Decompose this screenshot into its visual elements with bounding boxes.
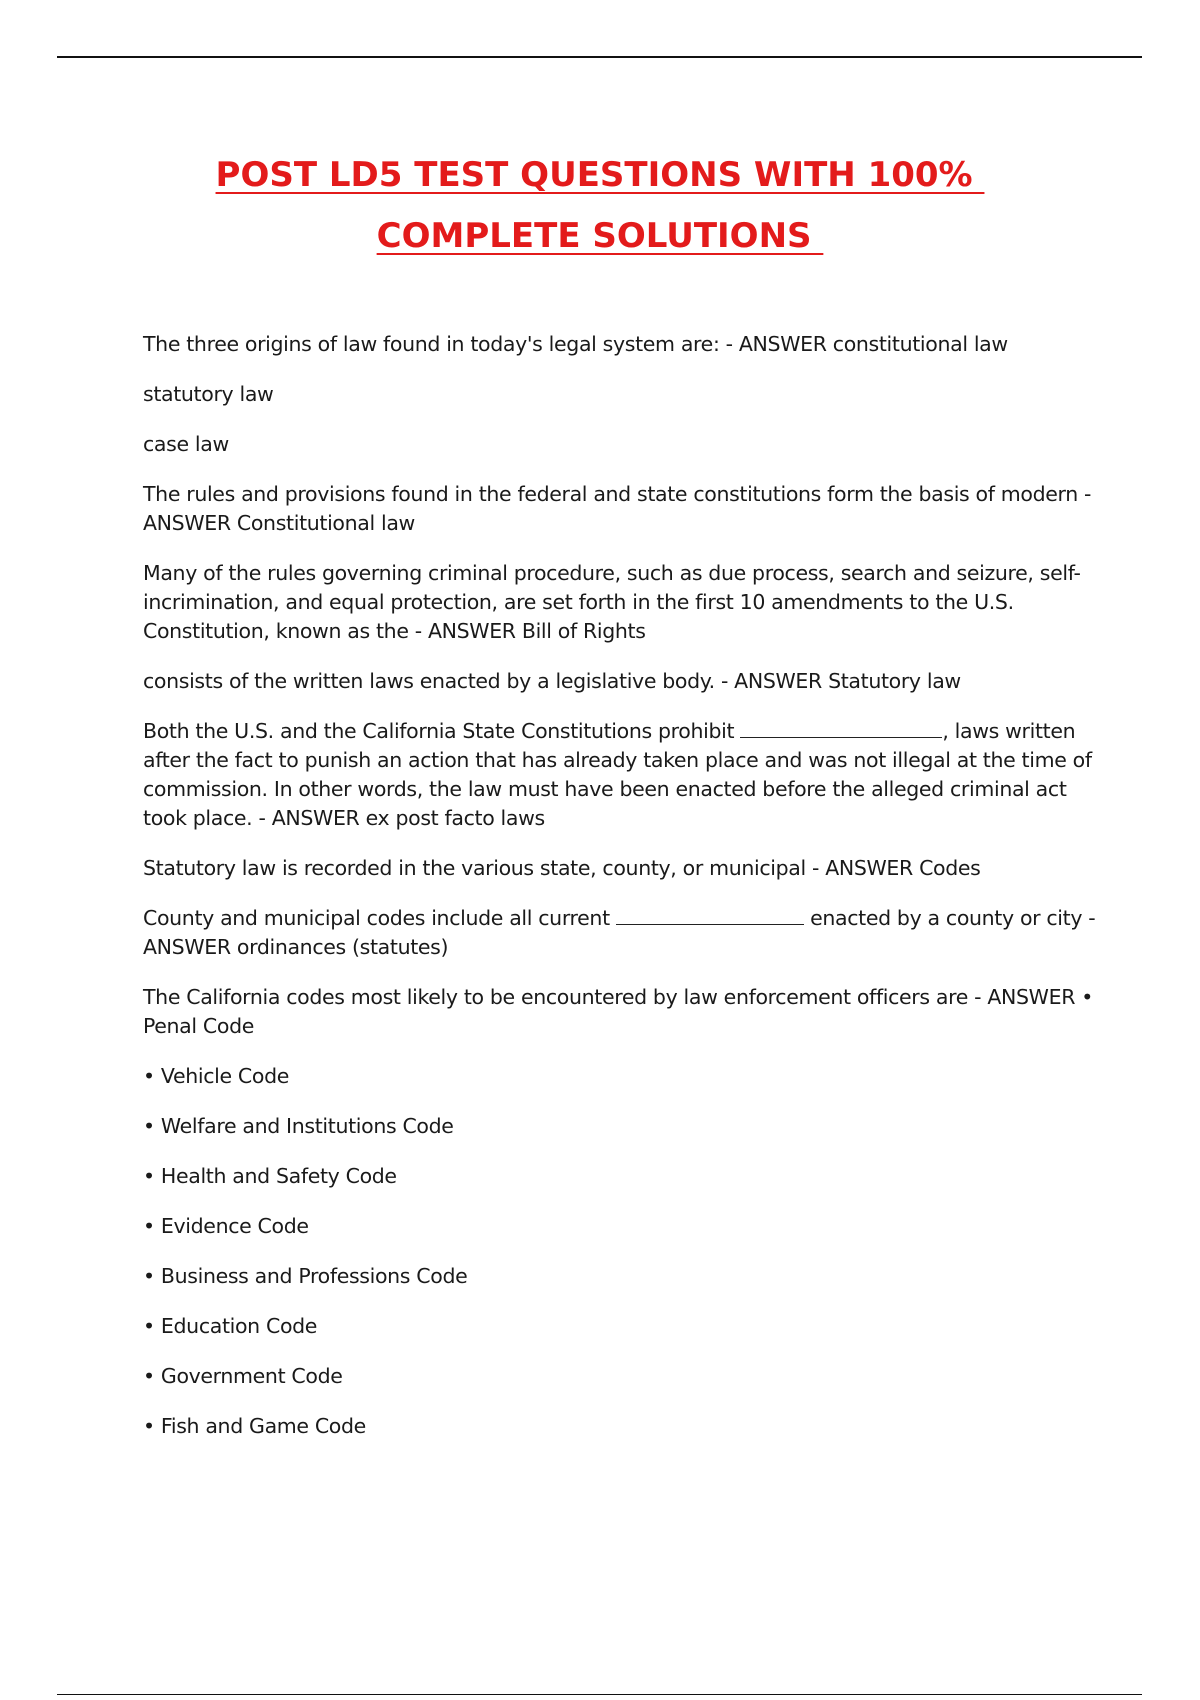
fill-in-blank	[740, 719, 942, 738]
list-item: • Welfare and Institutions Code	[143, 1114, 454, 1138]
qa-paragraph: The three origins of law found in today's legal system are: - ANSWER constitutional law	[143, 332, 1008, 356]
qa-text-after-blank: enacted by a county or city - ANSWER ordinances (statutes)	[143, 906, 1096, 959]
qa-paragraph: The California codes most likely to be encountered by law enforcement officers are - ANSWER • Penal Code	[143, 985, 1093, 1038]
qa-paragraph-with-blank	[143, 717, 1103, 833]
qa-text-before-blank: County and municipal codes include all current	[143, 906, 616, 930]
list-item: • Government Code	[143, 1364, 343, 1388]
document-title	[0, 145, 1200, 267]
list-item: • Health and Safety Code	[143, 1164, 397, 1188]
title-line-1: POST LD5 TEST QUESTIONS WITH 100%	[215, 155, 985, 195]
qa-paragraph: consists of the written laws enacted by a legislative body. - ANSWER Statutory law	[143, 669, 961, 693]
fill-in-blank	[616, 906, 804, 925]
qa-paragraph: Many of the rules governing criminal procedure, such as due process, search and seizure, self-incrimination, and equal protection, are set forth in the first 10 amendments to the U.S. Constitution, known as the - ANSWER Bill of Rights	[143, 561, 1081, 643]
qa-paragraph: The rules and provisions found in the federal and state constitutions form the basis of modern - ANSWER Constitutional law	[143, 482, 1092, 535]
qa-text-after-blank: , laws written after the fact to punish an action that has already taken place and was not illegal at the time of commission. In other words, the law must have been enacted before the alleged criminal act took place. - ANSWER ex post facto laws	[143, 719, 1092, 830]
qa-paragraph: statutory law	[143, 382, 274, 406]
qa-paragraph: Statutory law is recorded in the various state, county, or municipal - ANSWER Codes	[143, 856, 981, 880]
qa-text-before-blank: Both the U.S. and the California State Constitutions prohibit	[143, 719, 741, 743]
document-body	[143, 330, 1103, 1462]
footer-rule	[57, 1694, 1142, 1695]
list-item: • Education Code	[143, 1314, 318, 1338]
qa-paragraph: case law	[143, 432, 229, 456]
list-item: • Fish and Game Code	[143, 1414, 366, 1438]
qa-paragraph-with-blank	[143, 904, 1103, 962]
header-rule	[57, 56, 1142, 58]
list-item: • Vehicle Code	[143, 1064, 290, 1088]
title-line-2: COMPLETE SOLUTIONS	[376, 216, 824, 256]
list-item: • Business and Professions Code	[143, 1264, 468, 1288]
list-item: • Evidence Code	[143, 1214, 309, 1238]
